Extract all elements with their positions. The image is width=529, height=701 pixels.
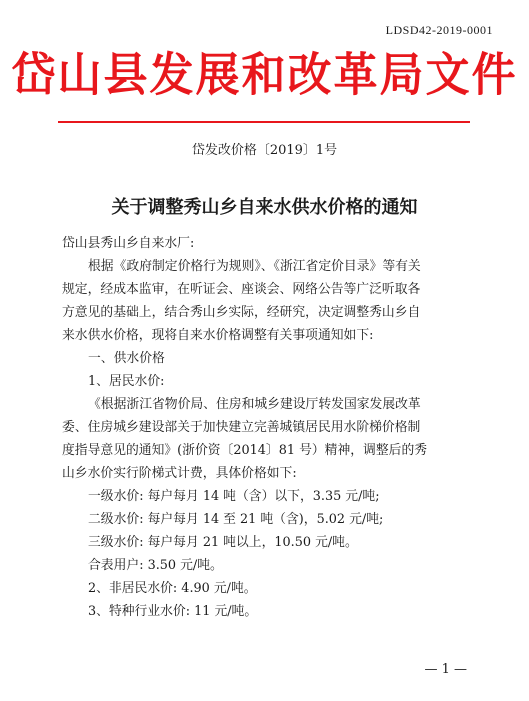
masthead-title: 岱山县发展和改革局文件 — [11, 48, 518, 103]
document-title: 关于调整秀山乡自来水供水价格的通知 — [111, 197, 418, 218]
document-body — [62, 232, 466, 623]
special-industry-price: 3、特种行业水价: 11 元/吨。 — [88, 604, 258, 619]
paragraph-line: 委、住房城乡建设部关于加快建立完善城镇居民用水阶梯价格制 — [62, 420, 421, 435]
paragraph-line: 方意见的基础上，结合秀山乡实际，经研究，决定调整秀山乡自 — [62, 305, 421, 320]
issue-number: 岱发改价格〔2019〕1号 — [191, 143, 338, 158]
price-tier-2: 二级水价: 每户每月 14 至 21 吨（含)，5.02 元/吨; — [88, 512, 384, 527]
page-number: — 1 — — [424, 662, 467, 677]
paragraph-line: 来水供水价格，现将自来水价格调整有关事项通知如下: — [62, 328, 374, 343]
paragraph-line: 《根据浙江省物价局、住房和城乡建设厅转发国家发展改革 — [88, 397, 421, 412]
paragraph-line: 规定，经成本监审，在听证会、座谈会、网络公告等广泛听取各 — [62, 282, 421, 297]
paragraph-line: 度指导意见的通知》(浙价资〔2014〕81 号）精神，调整后的秀 — [62, 443, 428, 458]
price-tier-1: 一级水价: 每户每月 14 吨（含）以下，3.35 元/吨; — [88, 489, 380, 504]
paragraph-line: 根据《政府制定价格行为规则》、《浙江省定价目录》等有关 — [88, 259, 421, 274]
price-tier-3: 三级水价: 每户每月 21 吨以上，10.50 元/吨。 — [88, 535, 358, 550]
masthead-red-rule — [58, 121, 470, 123]
item-heading: 1、居民水价: — [88, 374, 165, 389]
addressee: 岱山县秀山乡自来水厂: — [62, 236, 195, 251]
paragraph-line: 山乡水价实行阶梯式计费，具体价格如下: — [62, 466, 297, 481]
non-resident-price: 2、非居民水价: 4.90 元/吨。 — [88, 581, 257, 596]
combined-meter-price: 合表用户: 3.50 元/吨。 — [88, 558, 223, 573]
document-number: LDSD42-2019-0001 — [385, 23, 493, 37]
section-heading: 一、供水价格 — [88, 351, 165, 366]
